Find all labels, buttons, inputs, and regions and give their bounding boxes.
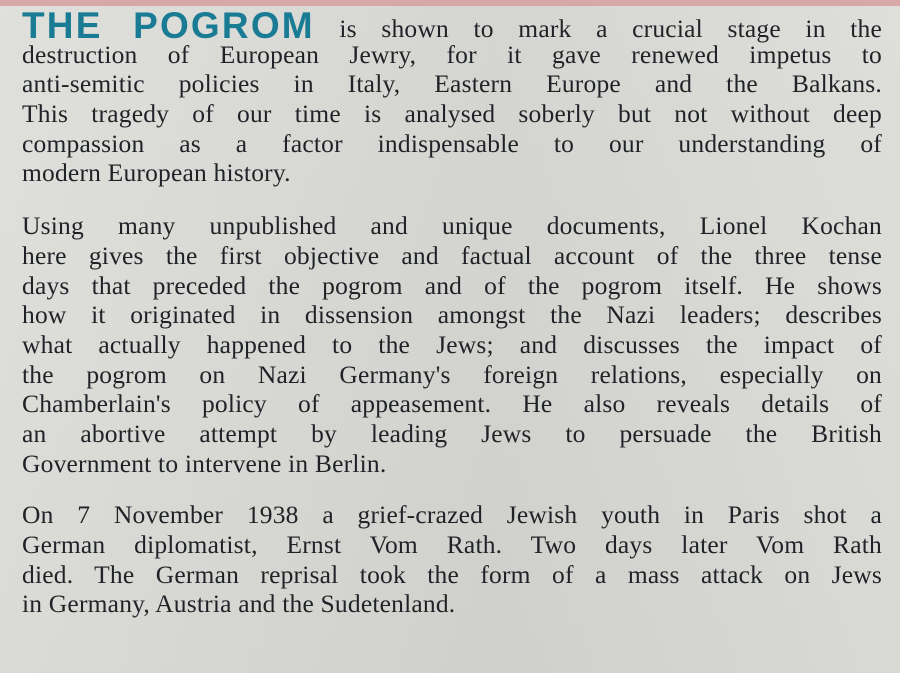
paragraph-line: days that preceded the pogrom and of the pogrom itself. He shows	[22, 270, 882, 300]
paragraph-line: an abortive attempt by leading Jews to persuade the British	[22, 418, 882, 448]
paragraph-line: Government to intervene in Berlin.	[22, 448, 387, 478]
paragraph-line: German diplomatist, Ernst Vom Rath. Two days later Vom Rath	[22, 530, 882, 559]
lead-title: THE POGROM	[22, 5, 315, 46]
paragraph-line: destruction of European Jewry, for it gave renewed impetus to	[22, 39, 882, 69]
paragraph-line: Using many unpublished and unique documents, Lionel Kochan	[22, 211, 882, 241]
paragraph-line: compassion as a factor indispensable to our understanding of	[22, 128, 882, 158]
paragraph-line: Chamberlain's policy of appeasement. He also reveals details of	[22, 389, 882, 419]
paragraph-line: modern European history.	[22, 158, 291, 188]
paragraph-line: This tragedy of our time is analysed soberly but not without deep	[22, 99, 882, 129]
paragraph-line-text: is shown to mark a crucial stage in the	[339, 14, 882, 43]
paragraph-event	[22, 500, 882, 619]
paragraph-line	[22, 5, 882, 46]
paragraph-description	[22, 211, 882, 478]
paragraph-line: in Germany, Austria and the Sudetenland.	[22, 589, 456, 619]
paragraph-line: On 7 November 1938 a grief-crazed Jewish youth in Paris shot a	[22, 500, 882, 530]
jacket-copy	[22, 5, 882, 619]
paragraph-line: how it originated in dissension amongst the Nazi leaders; describes	[22, 300, 882, 330]
paragraph-intro	[22, 5, 882, 188]
paragraph-line: what actually happened to the Jews; and discusses the impact of	[22, 329, 882, 359]
paragraph-line: here gives the first objective and factual account of the three tense	[22, 240, 882, 270]
paragraph-line: anti-semitic policies in Italy, Eastern Europe and the Balkans.	[22, 69, 882, 99]
paragraph-line: the pogrom on Nazi Germany's foreign relations, especially on	[22, 359, 882, 389]
paragraph-line: died. The German reprisal took the form of a mass attack on Jews	[22, 559, 882, 589]
